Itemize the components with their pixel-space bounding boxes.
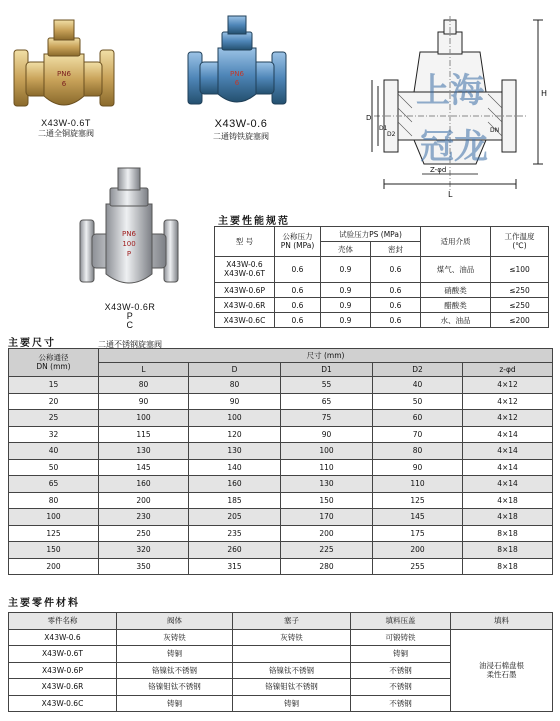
perf-cell-seal: 0.6 (371, 298, 421, 313)
mat-cell-gland: 不锈钢 (351, 695, 451, 712)
svg-text:100: 100 (122, 240, 136, 248)
dims-cell-d: 185 (189, 492, 281, 509)
table-row (9, 629, 553, 646)
table-row (9, 443, 553, 460)
mat-header-plug: 塞子 (233, 613, 351, 630)
mat-cell-packing: 油浸石棉盘根 柔性石墨 (451, 629, 553, 712)
dims-cell-d1: 150 (281, 492, 373, 509)
mat-cell-gland: 不锈钢 (351, 662, 451, 679)
dims-cell-d2: 125 (373, 492, 463, 509)
dims-cell-dn: 125 (9, 525, 99, 542)
dims-cell-zd: 4×14 (463, 459, 553, 476)
dim-label-h: H (541, 89, 548, 98)
mat-cell-model: X43W-0.6 (9, 629, 117, 646)
dims-cell-d1: 55 (281, 377, 373, 394)
perf-cell-medium: 煤气、油品 (421, 257, 491, 283)
perf-header-seal: 密封 (371, 242, 421, 257)
mat-cell-model: X43W-0.6R (9, 679, 117, 696)
dims-cell-d1: 75 (281, 410, 373, 427)
dims-cell-d2: 200 (373, 542, 463, 559)
dimensions-section-title: 主要尺寸 (8, 338, 56, 349)
dims-cell-l: 160 (99, 476, 189, 493)
dims-cell-d1: 110 (281, 459, 373, 476)
materials-table (8, 612, 552, 712)
watermark-line2: 冠龙 (420, 127, 488, 167)
table-row (9, 542, 553, 559)
dims-cell-dn: 65 (9, 476, 99, 493)
perf-cell-model: X43W-0.6C (215, 313, 275, 328)
dims-header-l: L (99, 363, 189, 377)
dims-cell-zd: 4×12 (463, 393, 553, 410)
dims-cell-dn: 80 (9, 492, 99, 509)
perf-cell-model: X43W-0.6P (215, 283, 275, 298)
dims-cell-dn: 100 (9, 509, 99, 526)
svg-text:6: 6 (234, 79, 240, 87)
perf-header-temp: 工作温度 (℃) (491, 227, 549, 257)
mat-cell-plug: 灰铸铁 (233, 629, 351, 646)
dims-cell-d2: 255 (373, 558, 463, 575)
product-model: X43W-0.6T (41, 118, 91, 128)
perf-cell-model: X43W-0.6R (215, 298, 275, 313)
dims-cell-dn: 40 (9, 443, 99, 460)
dims-cell-zd: 8×18 (463, 542, 553, 559)
perf-cell-seal: 0.6 (371, 313, 421, 328)
dims-cell-zd: 4×18 (463, 509, 553, 526)
dims-cell-dn: 50 (9, 459, 99, 476)
table-row (9, 410, 553, 427)
cast-iron-valve-photo (184, 12, 290, 112)
perf-cell-shell: 0.9 (321, 298, 371, 313)
dims-cell-d: 120 (189, 426, 281, 443)
dims-cell-zd: 4×14 (463, 426, 553, 443)
product-name: 二通不锈钢旋塞阀 (98, 340, 162, 349)
perf-cell-temp: ≤250 (491, 283, 549, 298)
table-row (215, 283, 549, 298)
dims-cell-d: 100 (189, 410, 281, 427)
perf-header-ps: 试验压力PS (MPa) (321, 227, 421, 242)
dims-cell-dn: 200 (9, 558, 99, 575)
dims-cell-zd: 4×14 (463, 476, 553, 493)
dims-cell-d1: 200 (281, 525, 373, 542)
dimensions-table (8, 348, 552, 575)
dims-cell-l: 90 (99, 393, 189, 410)
dims-cell-d: 315 (189, 558, 281, 575)
perf-cell-seal: 0.6 (371, 283, 421, 298)
materials-section-title: 主要零件材料 (8, 598, 80, 609)
dims-cell-d: 90 (189, 393, 281, 410)
perf-header-medium: 适用介质 (421, 227, 491, 257)
dims-cell-d2: 145 (373, 509, 463, 526)
dims-cell-dn: 25 (9, 410, 99, 427)
perf-cell-model: X43W-0.6 X43W-0.6T (215, 257, 275, 283)
table-row (9, 525, 553, 542)
dims-cell-d2: 110 (373, 476, 463, 493)
dims-cell-d1: 225 (281, 542, 373, 559)
dims-cell-d1: 280 (281, 558, 373, 575)
svg-text:P: P (126, 250, 132, 258)
dims-cell-d: 160 (189, 476, 281, 493)
dims-cell-d2: 90 (373, 459, 463, 476)
dims-header-size: 尺寸 (mm) (99, 349, 553, 363)
perf-cell-seal: 0.6 (371, 257, 421, 283)
valve-cross-section-drawing (368, 14, 548, 200)
table-row (9, 558, 553, 575)
product-name: 二通铸铁旋塞阀 (213, 131, 269, 141)
table-row (9, 492, 553, 509)
perf-cell-shell: 0.9 (321, 283, 371, 298)
dims-cell-d: 235 (189, 525, 281, 542)
perf-cell-pn: 0.6 (275, 283, 321, 298)
perf-cell-temp: ≤200 (491, 313, 549, 328)
dim-label-dn: DN (490, 127, 500, 134)
table-row (9, 459, 553, 476)
table-row (9, 426, 553, 443)
perf-cell-pn: 0.6 (275, 257, 321, 283)
dims-cell-d2: 175 (373, 525, 463, 542)
dims-cell-d2: 80 (373, 443, 463, 460)
dims-cell-l: 230 (99, 509, 189, 526)
perf-cell-pn: 0.6 (275, 298, 321, 313)
dims-cell-d2: 60 (373, 410, 463, 427)
dim-label-d: D (366, 114, 372, 122)
perf-header-shell: 壳体 (321, 242, 371, 257)
dim-label-d1: D1 (379, 125, 388, 132)
mat-cell-gland: 可锻铸铁 (351, 629, 451, 646)
dims-cell-d1: 100 (281, 443, 373, 460)
mat-cell-model: X43W-0.6P (9, 662, 117, 679)
dims-cell-d: 80 (189, 377, 281, 394)
dims-cell-zd: 4×14 (463, 443, 553, 460)
dims-cell-d: 130 (189, 443, 281, 460)
mat-cell-body: 铬镍钼钛不锈钢 (117, 679, 233, 696)
dims-cell-d1: 130 (281, 476, 373, 493)
dim-label-l: L (448, 190, 453, 199)
product-name: 二通全铜旋塞阀 (38, 129, 94, 139)
brass-valve-photo (8, 14, 120, 114)
dims-cell-l: 350 (99, 558, 189, 575)
table-row (9, 393, 553, 410)
dims-cell-zd: 8×18 (463, 525, 553, 542)
perf-cell-temp: ≤250 (491, 298, 549, 313)
perf-cell-medium: 硝酸类 (421, 283, 491, 298)
dims-cell-d1: 65 (281, 393, 373, 410)
dims-header-d: D (189, 363, 281, 377)
dims-cell-d: 140 (189, 459, 281, 476)
mat-cell-model: X43W-0.6T (9, 646, 117, 663)
dim-label-zd: Z-φd (430, 166, 447, 174)
dims-header-d1: D1 (281, 363, 373, 377)
dims-cell-dn: 32 (9, 426, 99, 443)
dims-cell-zd: 4×12 (463, 377, 553, 394)
mat-cell-body: 铸铜 (117, 695, 233, 712)
dims-header-d2: D2 (373, 363, 463, 377)
dims-cell-d: 260 (189, 542, 281, 559)
mat-cell-plug: 铬镍钼钛不锈钢 (233, 679, 351, 696)
stainless-valve-photo (76, 164, 184, 294)
dims-cell-l: 200 (99, 492, 189, 509)
product-caption-iron (186, 118, 296, 142)
dims-cell-l: 100 (99, 410, 189, 427)
dims-cell-dn: 15 (9, 377, 99, 394)
perf-header-pn: 公称压力 PN (MPa) (275, 227, 321, 257)
perf-cell-temp: ≤100 (491, 257, 549, 283)
mat-header-packing: 填料 (451, 613, 553, 630)
svg-text:PN6: PN6 (122, 230, 136, 238)
dims-cell-d2: 70 (373, 426, 463, 443)
dims-cell-d2: 50 (373, 393, 463, 410)
perf-cell-shell: 0.9 (321, 257, 371, 283)
mat-cell-body: 灰铸铁 (117, 629, 233, 646)
mat-cell-body: 铸铜 (117, 646, 233, 663)
perf-cell-medium: 水、油品 (421, 313, 491, 328)
product-caption-brass (6, 118, 126, 139)
watermark-line1: 上海 (416, 71, 484, 111)
perf-cell-shell: 0.9 (321, 313, 371, 328)
mat-header-gland: 填料压盖 (351, 613, 451, 630)
dims-cell-l: 320 (99, 542, 189, 559)
dims-cell-dn: 20 (9, 393, 99, 410)
table-row (215, 298, 549, 313)
dims-cell-zd: 8×18 (463, 558, 553, 575)
svg-text:PN6: PN6 (230, 70, 244, 78)
mat-cell-model: X43W-0.6C (9, 695, 117, 712)
dim-label-d2: D2 (387, 131, 396, 138)
brass-valve-mark: PN6 (57, 70, 71, 78)
dims-cell-zd: 4×18 (463, 492, 553, 509)
dims-cell-l: 80 (99, 377, 189, 394)
table-row (9, 476, 553, 493)
perf-header-model: 型 号 (215, 227, 275, 257)
dims-cell-l: 115 (99, 426, 189, 443)
dims-cell-l: 250 (99, 525, 189, 542)
svg-text:6: 6 (61, 80, 67, 88)
mat-cell-plug (233, 646, 351, 663)
mat-cell-gland: 铸铜 (351, 646, 451, 663)
mat-cell-body: 铬镍钛不锈钢 (117, 662, 233, 679)
dims-cell-d2: 40 (373, 377, 463, 394)
dims-cell-d1: 170 (281, 509, 373, 526)
mat-cell-gland: 不锈钢 (351, 679, 451, 696)
mat-cell-plug: 铬镍钛不锈钢 (233, 662, 351, 679)
mat-header-body: 阀体 (117, 613, 233, 630)
dims-header-dn: 公称通径 DN (mm) (9, 349, 99, 377)
mat-header-part: 零件名称 (9, 613, 117, 630)
product-model: X43W-0.6 (214, 118, 268, 130)
dims-cell-d: 205 (189, 509, 281, 526)
table-row (9, 509, 553, 526)
product-model: X43W-0.6R P C (104, 302, 156, 330)
dims-cell-zd: 4×12 (463, 410, 553, 427)
performance-section-title: 主要性能规范 (218, 216, 290, 227)
perf-cell-medium: 醋酸类 (421, 298, 491, 313)
dims-cell-d1: 90 (281, 426, 373, 443)
perf-cell-pn: 0.6 (275, 313, 321, 328)
dims-cell-l: 130 (99, 443, 189, 460)
table-row (9, 377, 553, 394)
table-row (215, 257, 549, 283)
performance-table (214, 226, 548, 328)
dims-cell-dn: 150 (9, 542, 99, 559)
table-row (215, 313, 549, 328)
dims-header-zd: z-φd (463, 363, 553, 377)
mat-cell-plug: 铸铜 (233, 695, 351, 712)
dims-cell-l: 145 (99, 459, 189, 476)
